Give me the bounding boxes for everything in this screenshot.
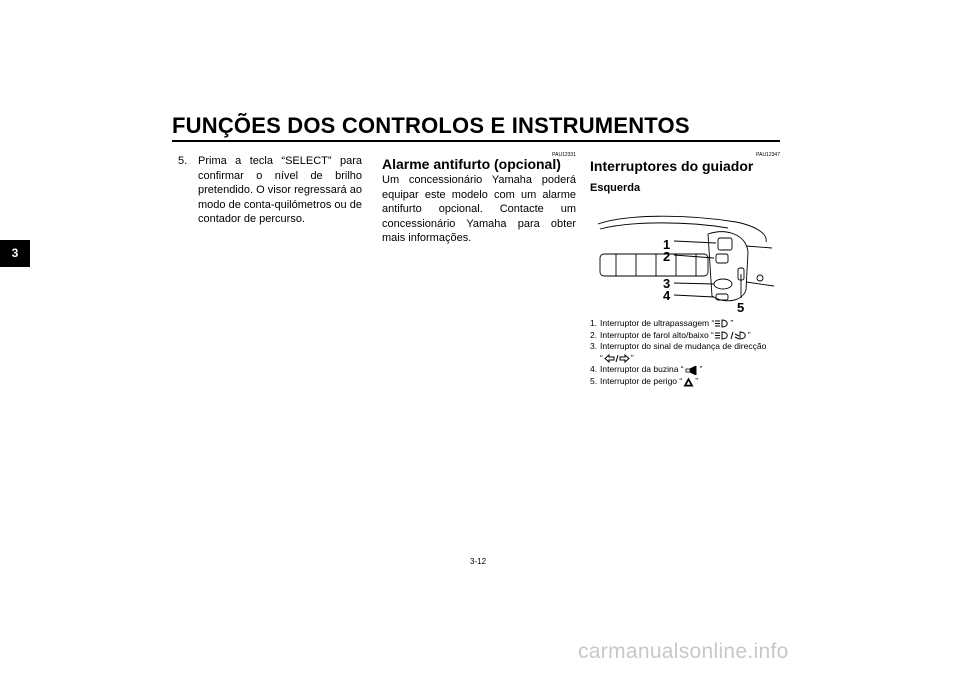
title-rule: [172, 140, 780, 142]
hazard-icon: [683, 377, 694, 387]
figure-label-2: 2: [663, 249, 671, 264]
legend-item: 4. Interruptor da buzina “ ”: [590, 364, 703, 375]
step-item: [178, 154, 362, 227]
figure-label-1: 1: [663, 237, 671, 252]
subheading-left: Esquerda: [590, 182, 641, 194]
turn-signal-icon: [604, 354, 630, 363]
section-code: PAU12347: [756, 152, 780, 158]
pass-light-icon: [715, 319, 729, 328]
section-code: PAU12331: [552, 152, 576, 158]
chapter-tab: 3: [0, 240, 30, 267]
alarm-paragraph: Um concessionário Yamaha poderá equipar este modelo com um alarme antifurto opcional. Contacte um concessionário Yamaha para obter mais informações.: [382, 174, 576, 244]
section-heading-switches: Interruptores do guiador: [590, 158, 754, 174]
section-heading-alarm: Alarme antifurto (opcional): [382, 156, 561, 172]
legend-item: 1. Interruptor de ultrapassagem “ ”: [590, 318, 734, 328]
figure-label-4: 4: [663, 288, 671, 303]
page-number: 3-12: [470, 557, 487, 566]
legend-item: 5. Interruptor de perigo “ ”: [590, 375, 699, 386]
legend-list: [590, 318, 790, 388]
horn-icon: [685, 366, 699, 375]
legend-item: 3. Interruptor do sinal de mudança de direcção “ ”: [590, 341, 767, 363]
step-number: 5.: [178, 155, 188, 167]
watermark: carmanualsonline.info: [578, 640, 789, 663]
figure-label-5: 5: [737, 300, 745, 314]
figure-label-3: 3: [663, 276, 671, 291]
hi-lo-beam-icon: [715, 331, 747, 340]
handlebar-switch-illustration: [596, 212, 780, 314]
page-title: FUNÇÕES DOS CONTROLOS E INSTRUMENTOS: [172, 113, 690, 138]
step-text: Prima a tecla “SELECT” para confirmar o nível de brilho pretendido. O visor regressará ao modo de conta-quilómetros ou de contador de percurso.: [198, 155, 362, 225]
legend-item: 2. Interruptor de farol alto/baixo “ ”: [590, 329, 751, 340]
